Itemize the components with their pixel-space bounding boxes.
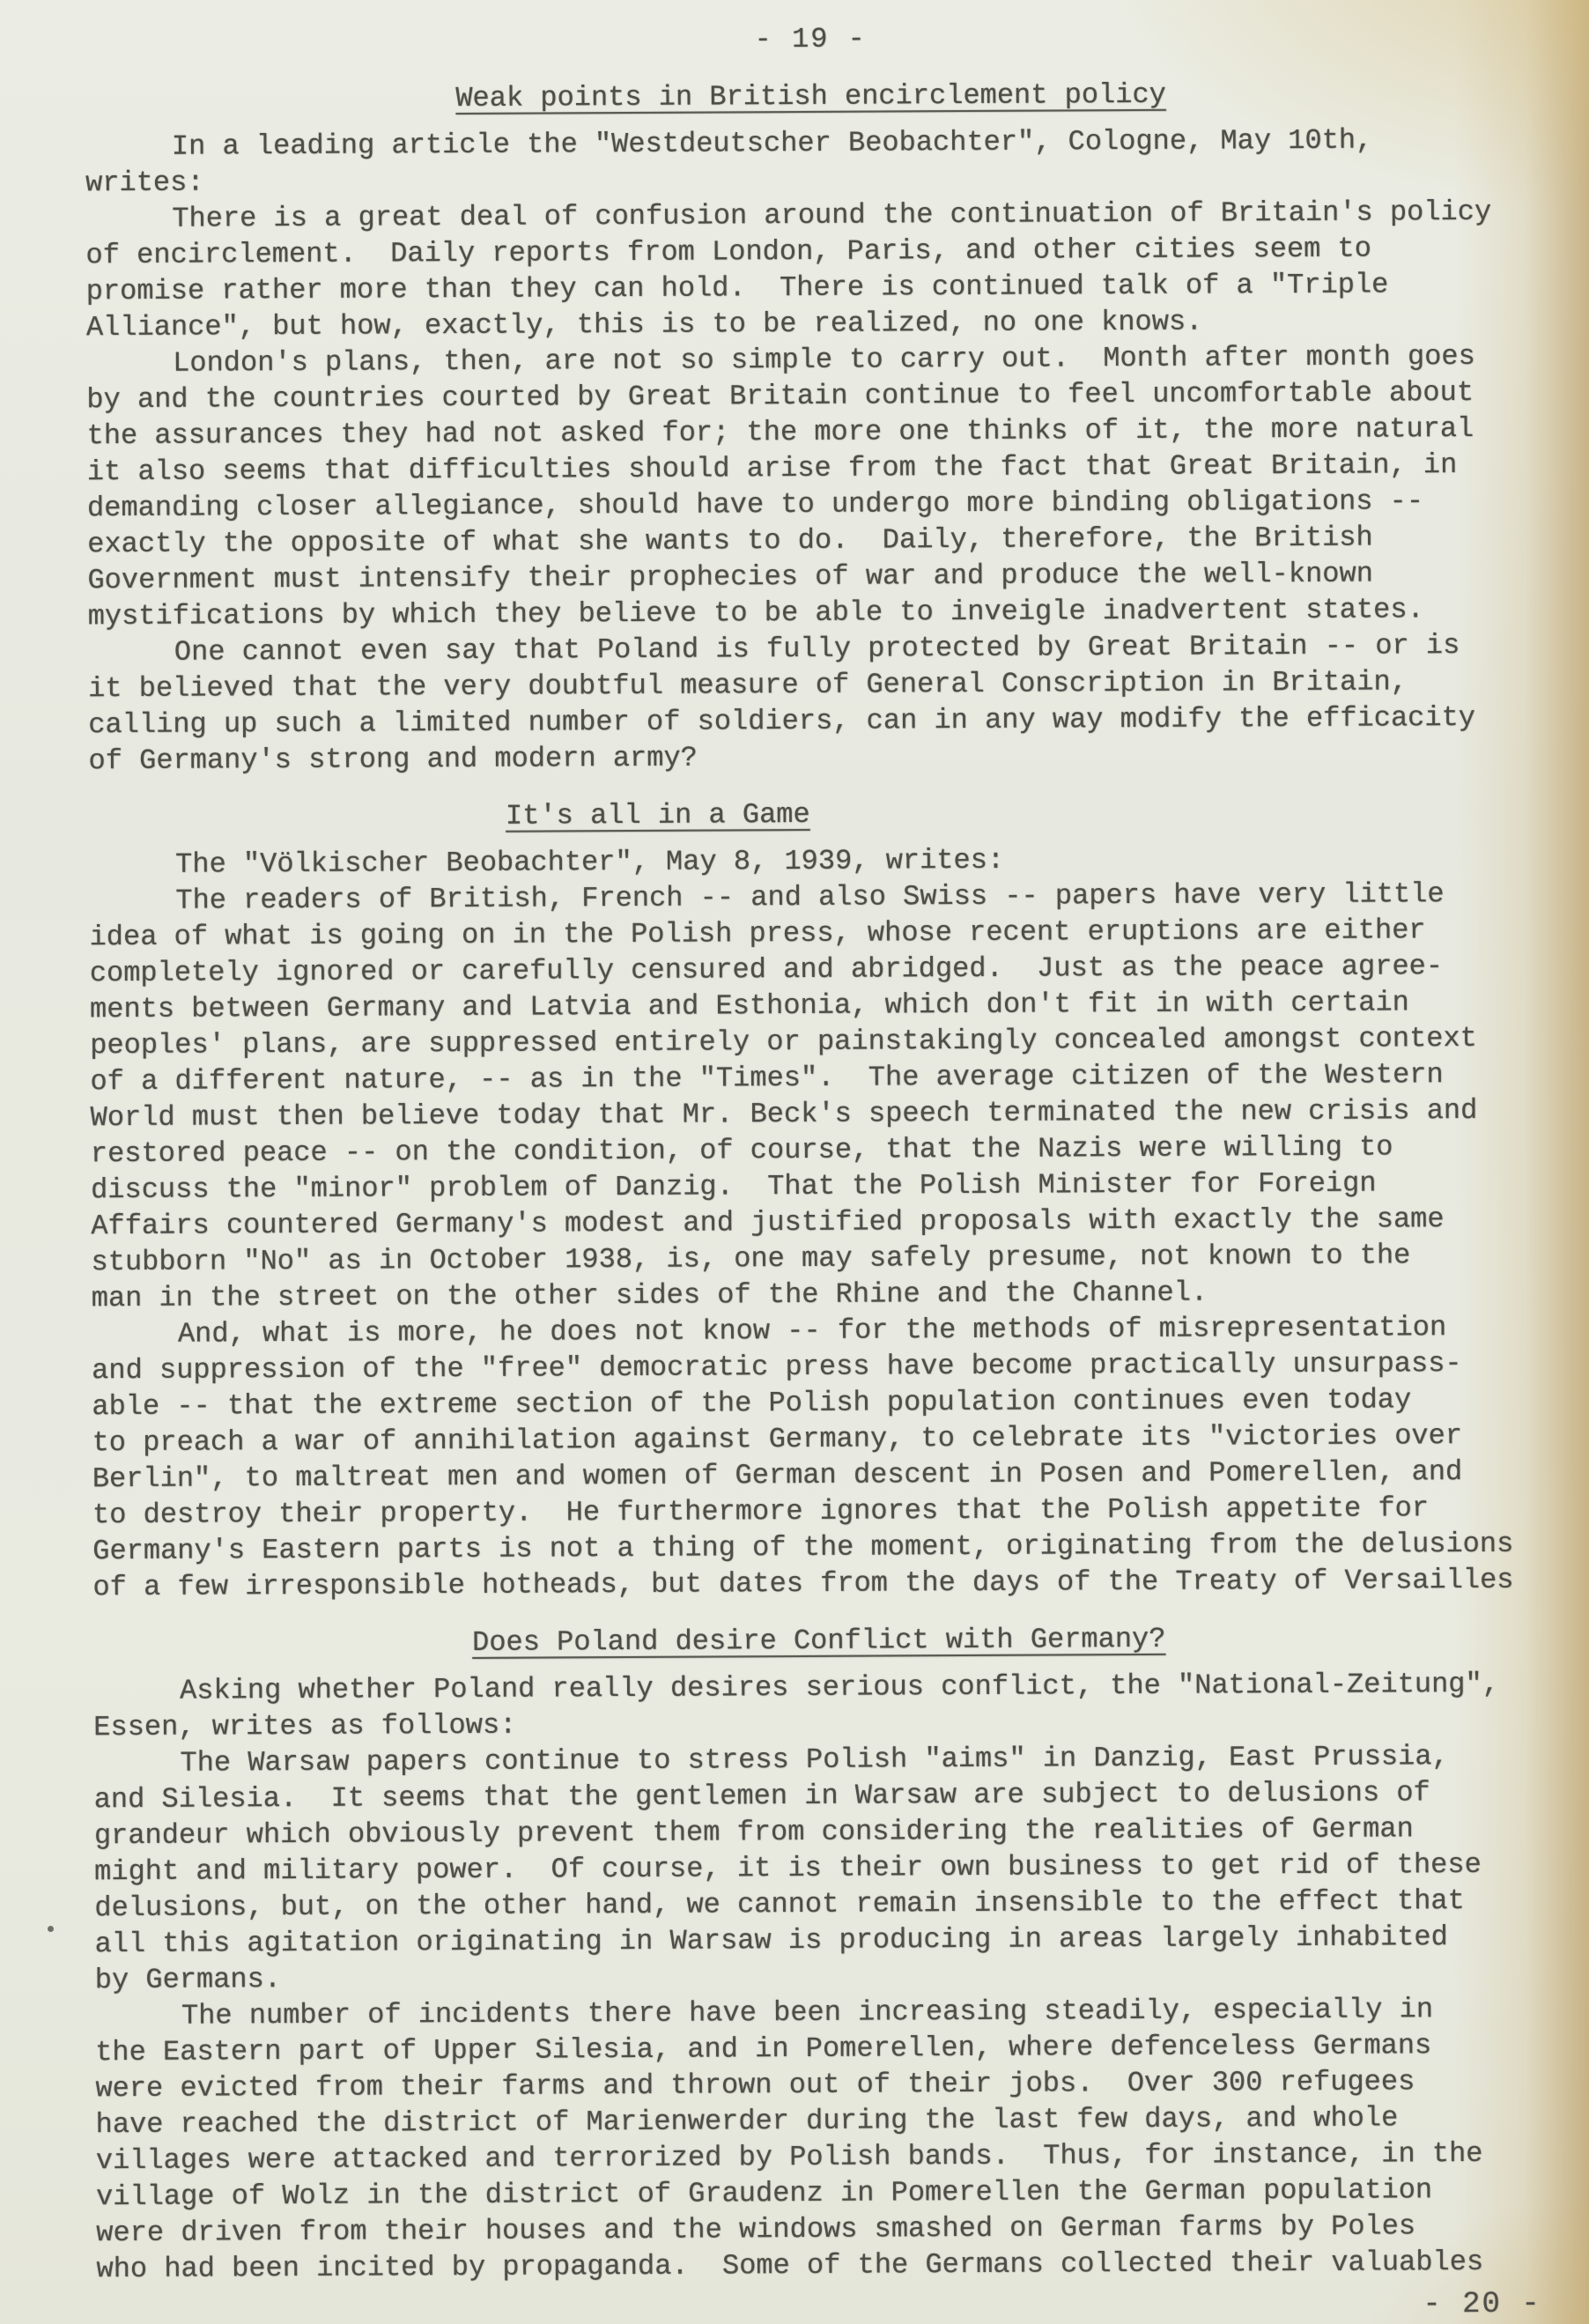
text-line: promise rather more than they can hold. There is continued talk of a "Triple	[85, 268, 1389, 308]
text-line: grandeur which obviously prevent them from considering the realities of German	[93, 1812, 1414, 1853]
text-line: demanding closer allegiance, should have to undergo more binding obligations --	[86, 485, 1424, 525]
text-line: to preach a war of annihilation against Germany, to celebrate its "victories over	[92, 1419, 1463, 1460]
text-line: have reached the district of Marienwerder during the last few days, and whole	[95, 2101, 1399, 2142]
text-line: man in the street on the other sides of the Rhine and the Channel.	[91, 1276, 1208, 1315]
text-line: And, what is more, he does not know -- for the methods of misrepresentation	[177, 1311, 1447, 1351]
text-line: The "Völkischer Beobachter", May 8, 1939, writes:	[175, 843, 1005, 881]
text-line: mystifications by which they believe to be able to inveigle inadvertent states.	[87, 593, 1424, 633]
sections-container	[85, 75, 1548, 2288]
text-line: World must then believe today that Mr. Beck's speech terminated the new crisis and	[90, 1093, 1478, 1135]
text-line: There is a great deal of confusion around the continuation of Britain's policy	[172, 195, 1492, 235]
text-line: able -- that the extreme section of the Polish population continues even today	[92, 1383, 1412, 1424]
section-heading-text: Does Poland desire Conflict with Germany?	[471, 1622, 1166, 1659]
text-line: The Warsaw papers continue to stress Polish "aims" in Danzig, East Prussia,	[180, 1740, 1449, 1780]
text-line: Berlin", to maltreat men and women of German descent in Posen and Pomerellen, and	[92, 1455, 1463, 1496]
text-line: stubborn "No" as in October 1938, is, one may safely presume, not known to the	[91, 1239, 1411, 1279]
section-heading-text: Weak points in British encirclement policy	[455, 78, 1166, 115]
text-line: The readers of British, French -- and also Swiss -- papers have very little	[175, 877, 1445, 917]
text-line: Asking whether Poland really desires serious conflict, the "National-Zeitung",	[179, 1667, 1499, 1707]
section-heading	[93, 1619, 1545, 1663]
paragraph	[88, 627, 1541, 780]
text-line: might and military power. Of course, it is their own business to get rid of these	[94, 1847, 1482, 1889]
text-line: the Eastern part of Upper Silesia, and in Pomerellen, where defenceless Germans	[95, 2029, 1432, 2069]
text-line: discuss the "minor" problem of Danzig. That the Polish Minister for Foreign	[90, 1166, 1377, 1207]
text-line: by and the countries courted by Great Britain continue to feel uncomfortable about	[86, 375, 1474, 417]
paragraph	[93, 1738, 1546, 1999]
text-line: calling up such a limited number of soldiers, can in any way modify the efficacity	[88, 700, 1476, 742]
text-line: Essen, writes as follows:	[93, 1708, 517, 1744]
text-line: idea of what is going on in the Polish press, whose recent eruptions are either	[89, 914, 1426, 954]
text-line: villages were attacked and terrorized by Polish bands. Thus, for instance, in the	[95, 2136, 1483, 2178]
text-line: were driven from their houses and the windows smashed on German farms by Poles	[96, 2209, 1416, 2250]
paragraph	[85, 122, 1537, 202]
section-heading	[0, 794, 1384, 838]
text-line: peoples' plans, are suppressed entirely or painstakingly concealed amongst context	[90, 1021, 1477, 1062]
text-line: who had been incited by propaganda. Some of the Germans collected their valuables	[96, 2245, 1484, 2286]
text-line: to destroy their property. He furthermore ignores that the Polish appetite for	[92, 1491, 1430, 1532]
text-line: ments between Germany and Latvia and Esthonia, which don't fit in with certain	[89, 986, 1409, 1026]
text-line: of a different nature, -- as in the "Times". The average citizen of the Western	[90, 1058, 1444, 1099]
text-line: by Germans.	[94, 1963, 282, 1997]
paragraph	[93, 1666, 1545, 1746]
text-line: all this agitation originating in Warsaw is producing in areas largely inhabited	[94, 1921, 1448, 1961]
text-line: In a leading article the "Westdeutscher Beobachter", Cologne, May 10th,	[171, 123, 1373, 163]
text-line: and suppression of the "free" democratic press have become practically unsurpass-	[92, 1347, 1462, 1388]
text-line: of Germany's strong and modern army?	[88, 741, 698, 778]
text-line: the assurances they had not asked for; the more one thinks of it, the more natural	[86, 411, 1474, 453]
text-line: Alliance", but how, exactly, this is to be realized, no one knows.	[85, 305, 1203, 344]
text-line: Germany's Eastern parts is not a thing of the moment, originating from the delusions	[92, 1527, 1514, 1568]
text-line: it believed that the very doubtful measure of General Conscription in Britain,	[87, 665, 1408, 706]
text-line: exactly the opposite of what she wants to do. Daily, therefore, the British	[87, 521, 1373, 561]
text-line: Affairs countered Germany's modest and justified proposals with exactly the same	[91, 1203, 1445, 1243]
text-line: writes:	[85, 166, 204, 200]
text-line: London's plans, then, are not so simple to carry out. Month after month goes	[173, 339, 1475, 380]
text-line: The number of incidents there have been increasing steadily, especially in	[181, 1993, 1434, 2032]
paragraph	[85, 194, 1538, 346]
paragraph	[95, 1991, 1548, 2288]
paragraph	[89, 876, 1543, 1317]
text-line: village of Wolz in the district of Graudenz in Pomerellen the German population	[95, 2173, 1433, 2214]
paragraph	[86, 338, 1540, 635]
text-line: Government must intensify their prophecies of war and produce the well-known	[87, 557, 1373, 597]
text-line: completely ignored or carefully censured and abridged. Just as the peace agree-	[89, 950, 1444, 990]
text-line: of encirclement. Daily reports from London, Paris, and other cities seem to	[85, 232, 1372, 272]
text-line: of a few irresponsible hotheads, but dates from the days of the Treaty of Versailles	[92, 1563, 1514, 1604]
section-heading-text: It's all in a Game	[505, 797, 810, 833]
text-line: One cannot even say that Poland is fully protected by Great Britain -- or is	[174, 629, 1460, 669]
text-line: and Silesia. It seems that the gentlemen in Warsaw are subject to delusions of	[93, 1776, 1430, 1817]
paragraph	[92, 1309, 1545, 1606]
text-line: delusions, but, on the other hand, we cannot remain insensible to the effect that	[94, 1884, 1465, 1925]
text-line: were evicted from their farms and thrown out of their jobs. Over 300 refugees	[95, 2065, 1415, 2106]
page-number-bottom: - 20 -	[1423, 2287, 1541, 2322]
section-heading	[85, 75, 1536, 119]
page-number-top: - 19 -	[754, 22, 867, 56]
text-line: it also seems that difficulties should arise from the fact that Great Britain, in	[86, 448, 1458, 489]
text-line: restored peace -- on the condition, of course, that the Nazis were willing to	[90, 1130, 1393, 1171]
